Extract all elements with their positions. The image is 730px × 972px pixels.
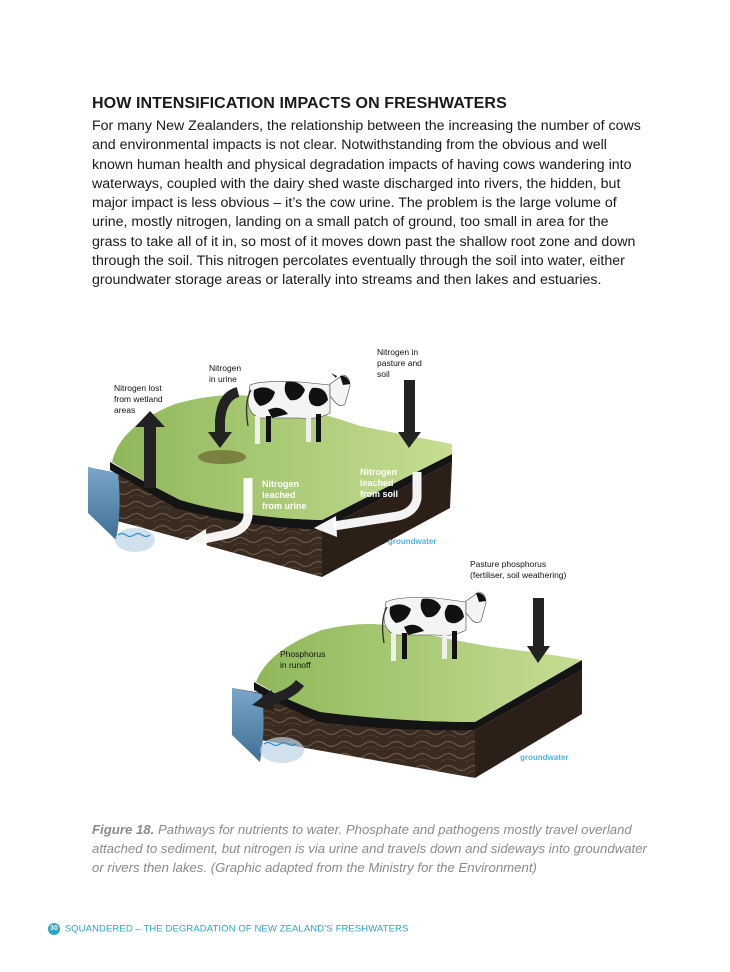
phosphorus-pasture-arrow bbox=[533, 598, 544, 648]
page-heading: HOW INTENSIFICATION IMPACTS ON FRESHWATERS bbox=[92, 95, 507, 112]
label-nitrogen-pasture: Nitrogen in pasture and soil bbox=[377, 347, 422, 379]
label-leached-urine: Nitrogen leached from urine bbox=[262, 479, 307, 511]
label-nitrogen-lost: Nitrogen lost from wetland areas bbox=[114, 383, 163, 415]
page-footer bbox=[48, 923, 408, 935]
label-pasture-phosphorus: Pasture phosphorus (fertiliser, soil weathering) bbox=[470, 559, 567, 580]
top-block bbox=[88, 347, 452, 577]
page-number-badge: 30 bbox=[48, 923, 60, 935]
figure-label: Figure 18. bbox=[92, 822, 155, 837]
publication-title: SQUANDERED – THE DEGRADATION OF NEW ZEALAND’S FRESHWATERS bbox=[64, 923, 409, 935]
stream-channel-lower bbox=[232, 688, 264, 762]
groundwater-label-lower: groundwater bbox=[520, 753, 569, 762]
figure-caption bbox=[92, 820, 652, 877]
label-leached-soil: Nitrogen leached from soil bbox=[360, 467, 399, 499]
nutrient-pathways-diagram bbox=[0, 330, 730, 810]
figure-caption-text: Pathways for nutrients to water. Phosphate and pathogens mostly travel overland attached to sediment, but nitrogen is via urine and travels down and sideways into groundwater or rivers then lakes. (Graphic adapted from the Ministry for the Environment) bbox=[92, 822, 647, 875]
label-nitrogen-urine: Nitrogen in urine bbox=[209, 363, 242, 384]
groundwater-label: groundwater bbox=[388, 537, 437, 546]
bottom-block bbox=[232, 559, 582, 778]
stream-channel bbox=[88, 467, 120, 540]
body-paragraph: For many New Zealanders, the relationship between the increasing the number of cows and environmental impacts is not clear. Notwithstanding from the obvious and well known human health and physical degradation impacts of having cows wandering into waterways, coupled with the dairy shed waste discharged into rivers, the hidden, but major impact is less obvious – it’s the cow urine. The problem is the large volume of urine, mostly nitrogen, landing on a small patch of ground, too small in area for the grass to take all of it in, so most of it moves down past the shallow root zone and down through the soil. This nitrogen percolates eventually through the soil into water, either groundwater storage areas or laterally into streams and then lakes and estuaries. bbox=[92, 118, 641, 289]
nitrogen-pasture-arrow bbox=[404, 380, 415, 434]
label-phosphorus-runoff: Phosphorus in runoff bbox=[280, 649, 326, 670]
